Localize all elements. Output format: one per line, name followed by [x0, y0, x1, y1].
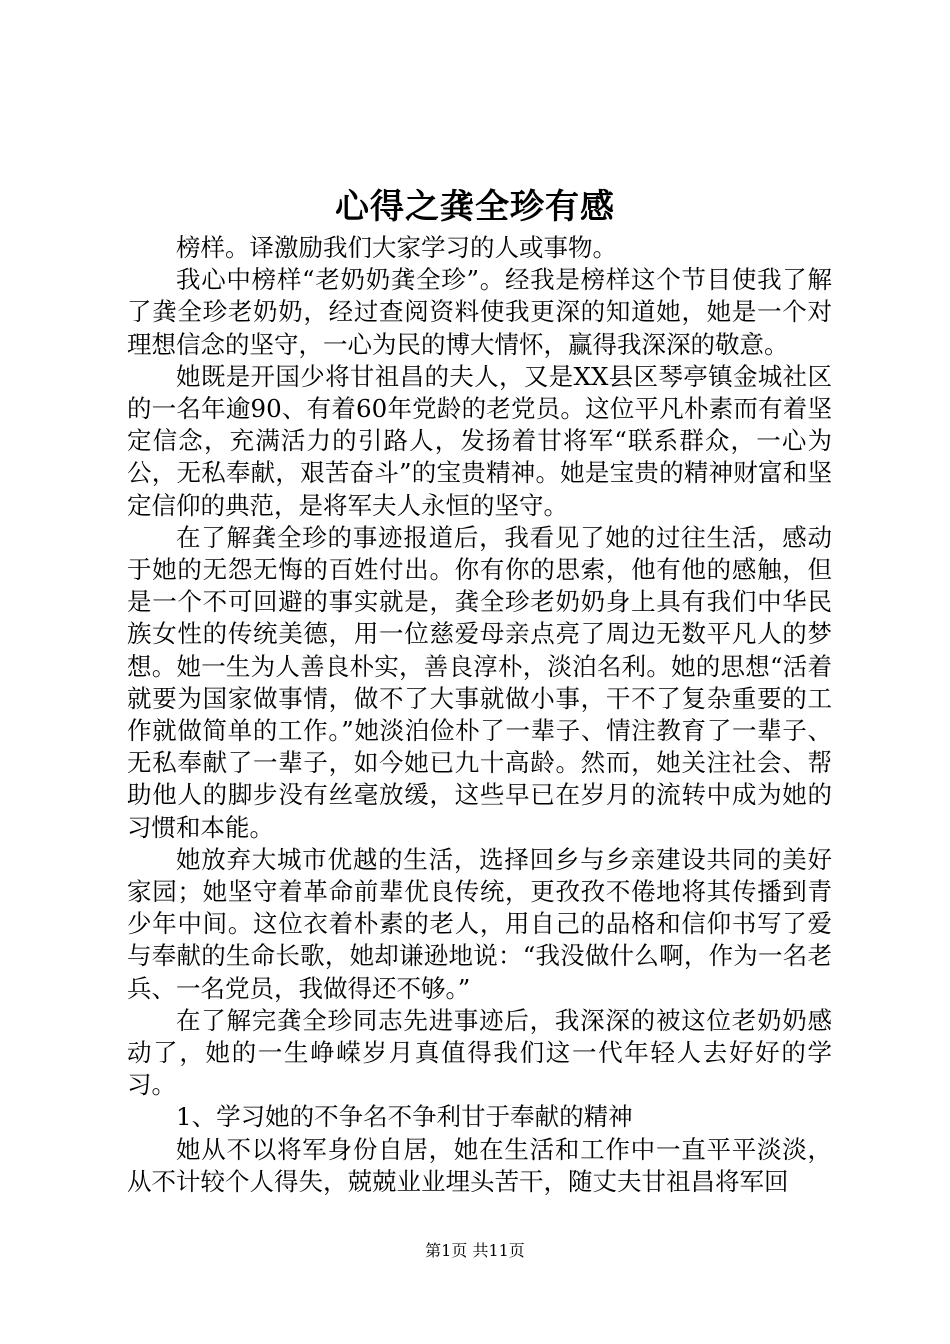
paragraph: 在了解完龚全珍同志先进事迹后，我深深的被这位老奶奶感动了，她的一生峥嵘岁月真值得我们这一代年轻人去好好的学习。: [127, 1005, 832, 1100]
paragraph: 在了解龚全珍的事迹报道后，我看见了她的过往生活，感动于她的无怨无悔的百姓付出。你有你的思索，他有他的感触，但是一个不可回避的事实就是，龚全珍老奶奶身上具有我们中华民族女性的传统美德，用一位慈爱母亲点亮了周边无数平凡人的梦想。她一生为人善良朴实，善良淳朴，淡泊名利。她的思想“活着就要为国家做事情，做不了大事就做小事，干不了复杂重要的工作就做简单的工作。”她淡泊俭朴了一辈子、情注教育了一辈子、无私奉献了一辈子，如今她已九十高龄。然而，她关注社会、帮助他人的脚步没有丝毫放缓，这些早已在岁月的流转中成为她的习惯和本能。: [127, 522, 832, 842]
document-title: 心得之龚全珍有感: [335, 187, 615, 227]
paragraph: 榜样。译激励我们大家学习的人或事物。: [176, 233, 617, 262]
page-footer: 第1页 共11页: [425, 1241, 525, 1260]
paragraph: 她放弃大城市优越的生活，选择回乡与乡亲建设共同的美好家园；她坚守着革命前辈优良传统，更孜孜不倦地将其传播到青少年中间。这位衣着朴素的老人，用自己的品格和信仰书写了爱与奉献的生命长歌，她却谦逊地说：“我没做什么啊，作为一名老兵、一名党员，我做得还不够。”: [127, 844, 832, 1003]
paragraph: 她既是开国少将甘祖昌的夫人，又是XX县区琴亭镇金城社区的一名年逾90、有着60年党龄的老党员。这位平凡朴素而有着坚定信念，充满活力的引路人，发扬着甘将军“联系群众，一心为公，无私奉献，艰苦奋斗”的宝贵精神。她是宝贵的精神财富和坚定信仰的典范，是将军夫人永恒的坚守。: [127, 361, 832, 520]
section-heading: 1、学习她的不争名不争利甘于奉献的精神: [176, 1102, 633, 1132]
paragraph: 我心中榜样“老奶奶龚全珍”。经我是榜样这个节目使我了解了龚全珍老奶奶，经过查阅资料使我更深的知道她，她是一个对理想信念的坚守，一心为民的博大情怀，赢得我深深的敬意。: [127, 265, 832, 359]
paragraph: 她从不以将军身份自居，她在生活和工作中一直平平淡淡，从不计较个人得失，兢兢业业埋头苦干，随丈夫甘祖昌将军回: [127, 1134, 832, 1196]
document-body: [127, 232, 832, 1198]
